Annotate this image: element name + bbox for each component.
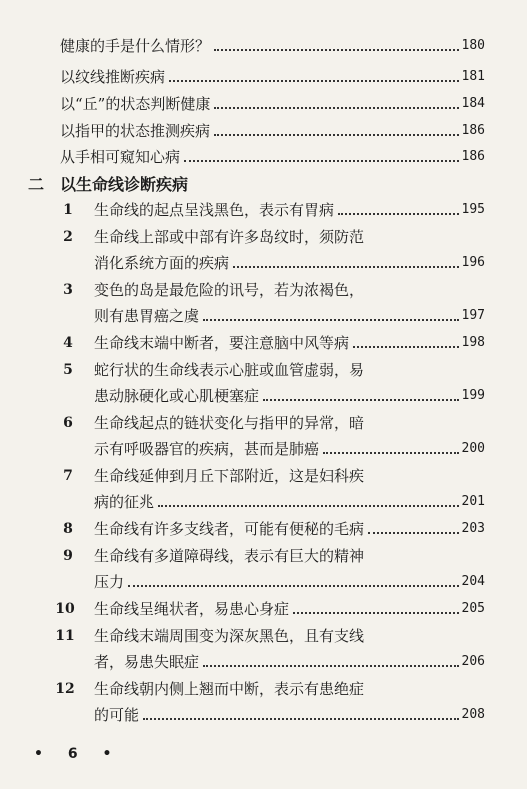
toc-entry-text: 从手相可窥知心病 (60, 148, 181, 166)
toc-item-line (94, 382, 485, 406)
toc-item-text: 生命线有许多支线者，可能有便秘的毛病 (94, 520, 365, 538)
toc-item-page: 204 (461, 574, 485, 589)
toc-item-line (94, 542, 364, 566)
toc-item-text: 变色的岛是最危险的讯号，若为浓褐色， (94, 281, 365, 299)
toc-item-text: 患动脉硬化或心肌梗塞症 (94, 387, 260, 405)
toc-item-page: 201 (461, 494, 485, 509)
toc-item-text: 压力 (94, 573, 125, 591)
leader-dots (338, 203, 459, 215)
toc-entry[interactable] (60, 90, 485, 114)
toc-item-page: 197 (461, 308, 485, 323)
toc-item-text: 生命线延伸到月丘下部附近，这是妇科疾 (94, 467, 365, 485)
item-number: 3 (63, 282, 73, 298)
toc-item-text: 生命线末端周围变为深灰黑色，且有支线 (94, 627, 365, 645)
section-heading[interactable] (28, 172, 328, 194)
toc-item-page: 196 (461, 255, 485, 270)
toc-entry-page: 186 (461, 149, 485, 164)
leader-dots (184, 150, 459, 162)
toc-entry-text: 以“丘”的状态判断健康 (60, 95, 211, 113)
toc-item-line (94, 701, 485, 725)
toc-item-page: 203 (461, 521, 485, 536)
toc-entry-page: 181 (461, 69, 485, 84)
leader-dots (203, 309, 459, 321)
toc-item-line (94, 356, 364, 380)
toc-item-line (94, 675, 364, 699)
item-number: 9 (63, 548, 73, 564)
toc-item-text: 生命线朝内侧上翘而中断，表示有患绝症 (94, 680, 365, 698)
toc-item-line (94, 515, 485, 539)
leader-dots (169, 70, 459, 82)
toc-item-line (94, 648, 485, 672)
item-number: 7 (63, 468, 73, 484)
toc-entry-text: 健康的手是什么情形？ (60, 37, 211, 55)
toc-item-line (94, 435, 485, 459)
toc-item-text: 生命线的起点呈浅黑色，表示有胃病 (94, 201, 335, 219)
section-number: 二 (28, 175, 45, 194)
item-number: 1 (63, 202, 73, 218)
toc-item-line (94, 462, 364, 486)
item-number: 8 (63, 521, 73, 537)
toc-entry-page: 186 (461, 123, 485, 138)
toc-item-page: 195 (461, 202, 485, 217)
toc-item-line (94, 329, 485, 353)
toc-item-line (94, 622, 364, 646)
toc-item-page: 208 (461, 707, 485, 722)
toc-item-text: 生命线上部或中部有许多岛纹时，须防范 (94, 228, 365, 246)
page-number: • 6 • (34, 746, 122, 762)
toc-item-line (94, 488, 485, 512)
toc-entry-text: 以指甲的状态推测疾病 (60, 122, 211, 140)
toc-entry[interactable] (60, 32, 485, 56)
toc-item-line (94, 409, 364, 433)
toc-entry-page: 184 (461, 96, 485, 111)
leader-dots (214, 97, 458, 109)
toc-entry[interactable] (60, 117, 485, 141)
toc-item-line (94, 276, 364, 300)
leader-dots (323, 442, 459, 454)
item-number: 11 (55, 628, 75, 644)
leader-dots (203, 655, 459, 667)
toc-item-line (94, 196, 485, 220)
toc-entry-page: 180 (461, 38, 485, 53)
toc-item-page: 200 (461, 441, 485, 456)
toc-item-line (94, 223, 364, 247)
leader-dots (368, 522, 459, 534)
toc-item-line (94, 302, 485, 326)
toc-item-text: 生命线末端中断者，要注意脑中风等病 (94, 334, 350, 352)
toc-item-text: 消化系统方面的疾病 (94, 254, 230, 272)
leader-dots (128, 575, 459, 587)
leader-dots (353, 336, 459, 348)
toc-item-page: 206 (461, 654, 485, 669)
section-title: 以生命线诊断疾病 (60, 175, 189, 194)
leader-dots (214, 124, 459, 136)
item-number: 12 (55, 681, 75, 697)
toc-item-text: 示有呼吸器官的疾病，甚而是肺癌 (94, 440, 320, 458)
toc-item-text: 生命线呈绳状者，易患心身症 (94, 600, 290, 618)
toc-item-page: 205 (461, 601, 485, 616)
leader-dots (293, 602, 459, 614)
item-number: 4 (63, 335, 73, 351)
leader-dots (263, 389, 459, 401)
item-number: 2 (63, 229, 73, 245)
leader-dots (158, 495, 459, 507)
leader-dots (233, 256, 459, 268)
leader-dots (214, 39, 459, 51)
toc-item-line (94, 249, 485, 273)
toc-item-text: 病的征兆 (94, 493, 155, 511)
toc-item-text: 生命线有多道障碍线，表示有巨大的精神 (94, 547, 365, 565)
toc-item-page: 198 (461, 335, 485, 350)
toc-item-line (94, 595, 485, 619)
toc-item-text: 则有患胃癌之虞 (94, 307, 200, 325)
toc-item-text: 的可能 (94, 706, 140, 724)
toc-item-page: 199 (461, 388, 485, 403)
toc-item-text: 者，易患失眠症 (94, 653, 200, 671)
toc-item-line (94, 568, 485, 592)
toc-entry[interactable] (60, 63, 485, 87)
toc-entry[interactable] (60, 143, 485, 167)
leader-dots (143, 708, 459, 720)
toc-item-text: 蛇行状的生命线表示心脏或血管虚弱，易 (94, 361, 365, 379)
item-number: 6 (63, 415, 73, 431)
toc-entry-text: 以纹线推断疾病 (60, 68, 166, 86)
item-number: 5 (63, 362, 73, 378)
toc-item-text: 生命线起点的链状变化与指甲的异常，暗 (94, 414, 365, 432)
item-number: 10 (55, 601, 75, 617)
